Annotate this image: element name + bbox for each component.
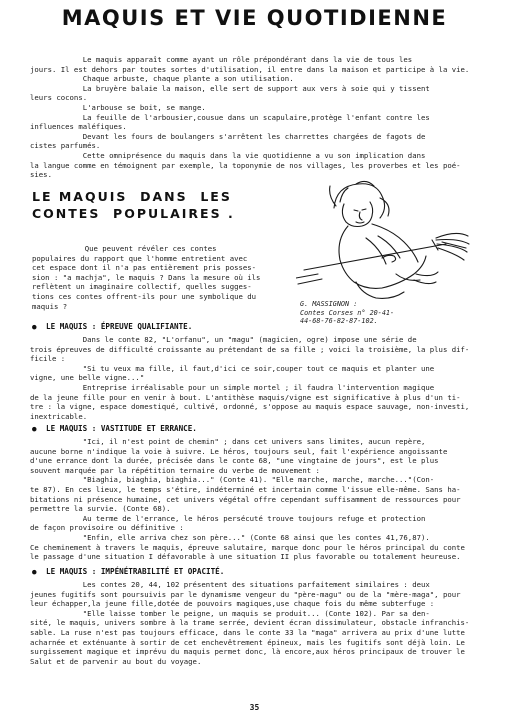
broom-handle: [304, 244, 446, 270]
subheading-vastness-wandering: [32, 424, 197, 433]
witch-illustration: [296, 178, 471, 313]
subheading-qualifying-trial: [32, 322, 192, 331]
subheading-text: LE MAQUIS : IMPÉNÉTRABILITÉ ET OPACITÉ.: [46, 567, 225, 576]
bullet-icon: ●: [32, 424, 37, 433]
broom-bristles: [436, 233, 469, 260]
witch-feet: [414, 272, 438, 284]
subheading-impenetrability-opacity: [32, 567, 224, 576]
subsection-qualifying-trial-text: Dans le conte 82, "L'orfanu", un "magu" (magicien, ogre) impose une série de trois épreuves de difficulté croissante au prétendant de sa fille ; voici la troisième, la plus dif- ficile : "Si tu veux ma fille, il faut,d'ici ce soir,couper tout ce maquis et planter une vigne, une belle vigne..." Entreprise irréalisable pour un simple mortel ; il faudra l'intervention magique de la jeune fille pour en venir à bout. L'antithèse maquis/vigne est significative à plus d'un ti- tre : la vigne, espace domestiqué, cultivé, ordonné, s'oppose au maquis espace sauvage, non-investi, inextricable.: [30, 335, 470, 421]
figure-caption: G. MASSIGNON : Contes Corses n° 20-41- 44-68-76-82-87-102.: [300, 300, 395, 326]
subheading-text: LE MAQUIS : VASTITUDE ET ERRANCE.: [46, 424, 197, 433]
section-intro: Que peuvent révéler ces contes populaires du rapport que l'homme entretient avec cet espace dont il n'a pas entièrement pris posses- sion : "a machja", le maquis ? Dans la mesure où ils reflètent un imaginaire collectif, quelles sugges- tions ces contes offrent-ils pour une symbolique du maquis ?: [32, 244, 261, 311]
bullet-icon: ●: [32, 567, 37, 576]
intro-paragraphs: Le maquis apparaît comme ayant un rôle prépondérant dans la vie de tous les jours. Il est dehors par toutes sortes d'utilisation, il entre dans la maison et participe à la vie. Chaque arbuste, chaque plante a son utilisation. La bruyère balaie la maison, elle sert de support aux vers à soie qui y tissent leurs cocons. L'arbouse se boit, se mange. La feuille de l'arbousier,cousue dans un scapulaire,protège l'enfant contre les influences maléfiques. Devant les fours de boulangers s'arrêtent les charrettes chargées de fagots de cistes parfumés. Cette omniprésence du maquis dans la vie quotidienne a vu son implication dans la langue comme en témoignent par exemple, la toponymie de nos villages, les proverbes et les poé- sies.: [30, 55, 470, 180]
page-title: MAQUIS ET VIE QUOTIDIENNE: [61, 6, 448, 30]
subheading-text: LE MAQUIS : ÉPREUVE QUALIFIANTE.: [46, 322, 193, 331]
subsection-vastness-wandering-text: "Ici, il n'est point de chemin" ; dans cet univers sans limites, aucun repère, aucune borne n'indique la voie à suivre. Le héros, toujours seul, fait l'expérience angoissante d'une errance dont la durée, précisée dans le conte 68, "une vingtaine de jours", est le plus souvent marquée par la répétition ternaire du verbe de mouvement : "Biaghia, biaghia, biaghia..." (Conte 41). "Elle marche, marche, marche..."(Con- te 87). En ces lieux, le temps s'étire, indéterminé et incertain comme l'issue elle-même. Sans ha- bitations ni présence humaine, cet univers végétal offre cependant suffisamment de ressources pour permettre la survie. (Conte 68). Au terme de l'errance, le héros persécuté trouve toujours refuge et protection de façon provisoire ou définitive : "Enfin, elle arriva chez son père..." (Conte 68 ainsi que les contes 41,76,87). Ce cheminement à travers le maquis, épreuve salutaire, marque donc pour le héros principal du conte le passage d'une situation I défavorable à une situation II plus favorable ou totalement heureuse.: [30, 437, 465, 562]
subsection-impenetrability-opacity-text: Les contes 20, 44, 102 présentent des situations parfaitement similaires : deux jeunes fugitifs sont poursuivis par le dynamisme vengeur du "père-magu" ou de la "mère-maga", pour leur échapper,la jeune fille,dotée de pouvoirs magiques,use chaque fois du même subterfuge : "Elle laisse tomber le peigne, un maquis se produit... (Conte 102). Par sa den- sité, le maquis, univers sombre à la trame serrée, devient écran dissimulateur, obstacle infranchis- sable. La ruse n'est pas toujours efficace, dans le conte 33 la "maga" arrivera au prix d'une lutte acharnée et exténuante à sortir de cet enchevêtrement épineux, mais les fugitifs sont déjà loin. Le surgissement magique et imprévu du maquis permet donc, là encore,aux héros principaux de trouver le Salut et de parvenir au bout du voyage.: [30, 580, 470, 666]
bullet-icon: ●: [32, 322, 37, 331]
page-number: 35: [249, 703, 260, 712]
witch-face: [342, 202, 372, 227]
section-heading: LE MAQUIS DANS LES CONTES POPULAIRES .: [32, 189, 235, 221]
